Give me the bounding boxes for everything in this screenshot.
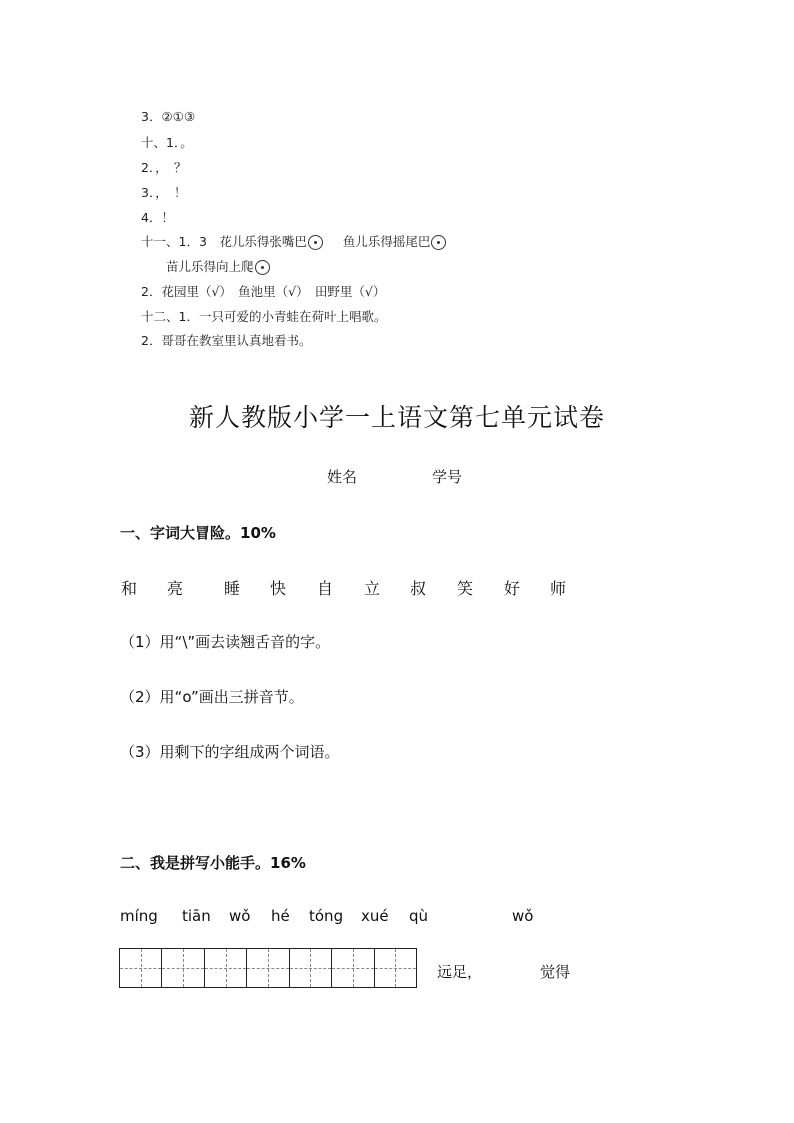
sentence-fragment-1: 远足， xyxy=(437,963,483,981)
answer-line-9: 十二、1．一只可爱的小青蛙在荷叶上唱歌。 xyxy=(141,309,387,324)
answer-line-10: 2．哥哥在教室里认真地看书。 xyxy=(141,333,312,348)
character-item: 亮 xyxy=(167,579,184,598)
sentence-fragment-2: 觉得 xyxy=(540,963,571,981)
answer-line-6 xyxy=(141,232,446,250)
pinyin-syllable: xué xyxy=(361,907,389,925)
grid-cell[interactable] xyxy=(290,949,332,987)
answer-line-1: 3．②①③ xyxy=(141,109,196,124)
question-2: （2）用“o”画出三拼音节。 xyxy=(120,688,304,706)
answer-line-4: 3．， ！ xyxy=(141,185,187,200)
answer-line-6-text: 十一、1．3 花儿乐得张嘴巴 xyxy=(141,234,307,249)
section-2-heading: 二、我是拼写小能手。16% xyxy=(120,854,306,872)
character-item: 快 xyxy=(270,579,287,598)
section-1-heading: 一、字词大冒险。10% xyxy=(120,524,276,542)
character-item: 睡 xyxy=(224,579,241,598)
character-item: 师 xyxy=(550,579,567,598)
character-item: 好 xyxy=(504,579,521,598)
answer-line-5: 4．！ xyxy=(141,210,174,225)
answer-line-6-mid: 鱼儿乐得摇尾巴 xyxy=(342,234,431,249)
character-item: 立 xyxy=(364,579,381,598)
pinyin-syllable: wǒ xyxy=(512,907,534,925)
grid-cell[interactable] xyxy=(205,949,247,987)
pinyin-syllable: hé xyxy=(271,907,290,925)
grid-cell[interactable] xyxy=(162,949,204,987)
pinyin-syllable: wǒ xyxy=(229,907,251,925)
character-item: 叔 xyxy=(410,579,427,598)
student-id-label: 学号 xyxy=(432,468,463,486)
answer-line-2: 十、1．。 xyxy=(141,135,193,150)
circle-mark-icon xyxy=(431,235,446,250)
pinyin-syllable: míng xyxy=(120,907,158,925)
page-title: 新人教版小学一上语文第七单元试卷 xyxy=(188,403,605,432)
answer-line-8: 2．花园里（√） 鱼池里（√） 田野里（√） xyxy=(141,284,386,299)
question-3: （3）用剩下的字组成两个词语。 xyxy=(120,743,340,761)
circle-mark-icon xyxy=(255,260,270,275)
answer-line-7 xyxy=(166,257,270,275)
answer-line-3: 2．， ？ xyxy=(141,160,187,175)
character-item: 笑 xyxy=(457,579,474,598)
writing-grid[interactable] xyxy=(119,948,417,988)
pinyin-syllable: qù xyxy=(409,907,429,925)
grid-cell[interactable] xyxy=(375,949,416,987)
character-item: 自 xyxy=(317,579,334,598)
grid-cell[interactable] xyxy=(120,949,162,987)
character-item: 和 xyxy=(121,579,138,598)
answer-line-7-text: 苗儿乐得向上爬 xyxy=(166,259,254,274)
grid-cell[interactable] xyxy=(332,949,374,987)
pinyin-syllable: tóng xyxy=(309,907,344,925)
pinyin-syllable: tiān xyxy=(182,907,211,925)
name-label: 姓名 xyxy=(327,468,358,486)
question-1: （1）用“\”画去读翘舌音的字。 xyxy=(120,633,331,651)
circle-mark-icon xyxy=(308,235,323,250)
grid-cell[interactable] xyxy=(247,949,289,987)
